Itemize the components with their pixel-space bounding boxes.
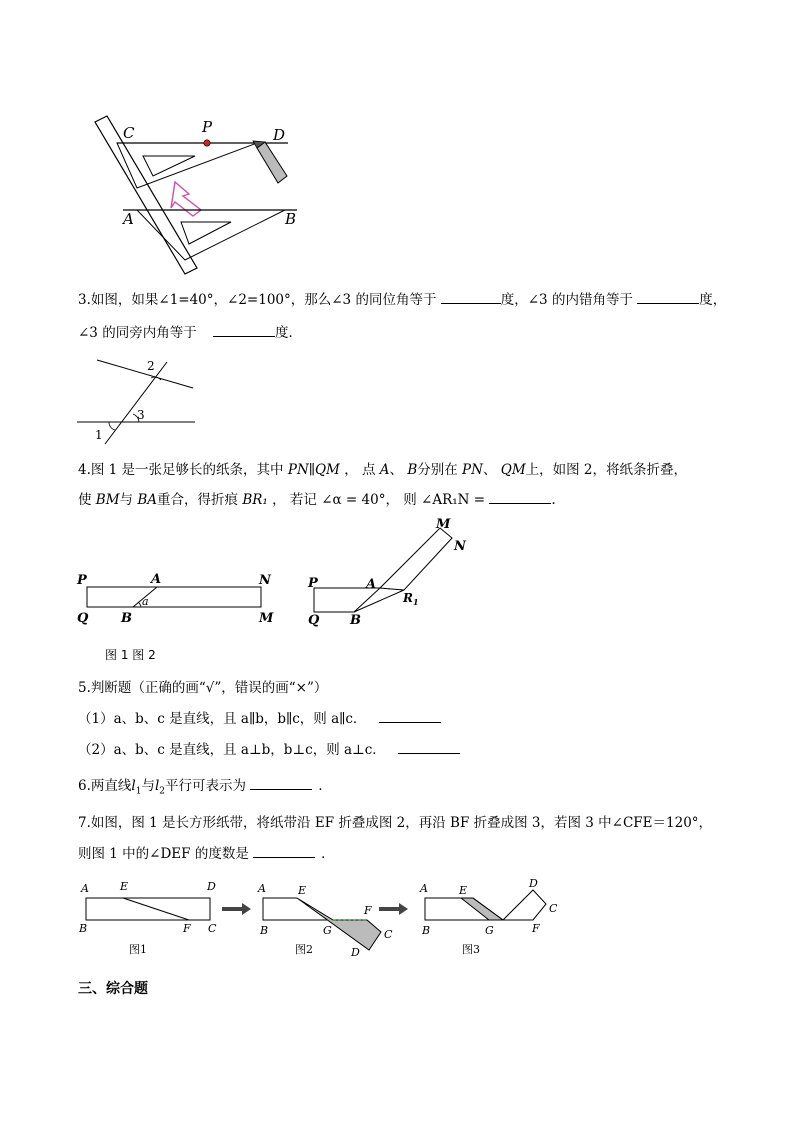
pencil-icon [253,141,287,183]
q4-line1: 4.图 1 是一张足够长的纸条，其中 PN∥QM ， 点 A、 B分别在 PN、 QM上，如图 2，将纸条折叠， [78,462,688,478]
q4-figure-2 [304,516,484,631]
q7f3-label-g: G [485,924,494,937]
q3-blank-1[interactable] [441,289,501,304]
label-b: B [285,210,297,228]
q3-angle-figure [75,352,210,447]
section-3-title: 三、综合题 [78,981,148,997]
q4-figure-1 [75,568,285,626]
arrow-right-icon [222,903,251,915]
fig1-rect [86,898,210,920]
q7f1-label-c: C [208,922,217,935]
q7f2-label-g: G [323,924,332,937]
q3-label-3: 3 [137,408,145,422]
q4-blank[interactable] [489,489,551,504]
f1-label-p: P [77,573,87,588]
q7f2-label-f: F [364,904,372,917]
q7f1-label-d: D [207,880,216,893]
q7-line1: 7.如图，图 1 是长方形纸带，将纸带沿 EF 折叠成图 2，再沿 BF 折叠成图 3，若图 3 中∠CFE＝120°， [78,815,713,831]
label-c: C [123,124,135,142]
q5-item2: （2）a、b、c 是直线，且 a⊥b，b⊥c，则 a⊥c． [78,738,460,758]
q7f2-label-e: E [298,884,307,897]
f1-label-q: Q [77,611,89,626]
q7f1-label-b: B [79,922,88,935]
q5-blank-1[interactable] [379,708,441,723]
q4-line2: 使 BM与 BA重合，得折痕 BR₁ ， 若记 ∠α = 40°， 则 ∠AR₁N = . [78,488,556,508]
f1-label-alpha: a [142,595,149,608]
q7f2-caption: 图2 [295,943,313,956]
q7f2-label-b: B [260,924,269,937]
q3-blank-3[interactable] [213,322,275,337]
label-p: P [202,118,213,136]
f1-label-a: A [151,572,162,587]
strip-folded [380,528,452,590]
point-p [204,140,210,146]
q7f3-label-f: F [532,922,540,935]
q3-line2: ∠3 的同旁内角等于 度． [78,321,302,341]
fig3-gray [461,898,503,920]
q6-line: 6.两直线$l_1$与$l_2$平行可表示为 ． [78,774,332,797]
f2-label-n: N [454,539,466,554]
q3-label-2: 2 [147,359,155,373]
f2-label-a: A [366,577,377,592]
f2-label-r1: $R_1$ [403,591,419,607]
q7f3-label-a: A [420,882,428,895]
q7-figures [77,872,563,962]
f1-label-n: N [259,573,271,588]
q7f3-label-d: D [529,877,538,890]
q7f1-label-a: A [81,882,89,895]
q7f2-label-c: C [384,928,393,941]
q7-blank[interactable] [253,843,315,858]
q7-line2: 则图 1 中的∠DEF 的度数是 ． [78,842,335,862]
q4-caption: 图 1 图 2 [105,648,156,662]
q5-blank-2[interactable] [398,739,460,754]
q7f1-label-e: E [120,880,129,893]
q5-item1: （1）a、b、c 是直线，且 a∥b，b∥c，则 a∥c． [78,707,441,727]
f1-label-m: M [259,611,274,626]
f1-label-b: B [121,611,132,626]
q7f1-caption: 图1 [129,943,147,956]
q3-line-upper [97,360,193,388]
q3-label-1: 1 [95,428,103,442]
q7f3-label-b: B [422,924,431,937]
q3-transversal [105,362,167,444]
q7f2-label-d: D [351,946,360,959]
pink-arrow-icon [171,182,201,216]
f2-label-b: B [350,613,361,628]
fig3-flap [503,890,546,920]
q3-blank-2[interactable] [637,289,699,304]
arrow-right-icon [379,903,408,915]
f2-label-m: M [436,517,451,532]
q7f1-label-f: F [183,922,191,935]
q7f3-caption: 图3 [462,943,480,956]
f2-label-p: P [308,576,318,591]
label-a: A [123,210,134,228]
paper-strip [87,587,261,607]
q7f2-label-a: A [258,882,266,895]
ruler-figure [85,110,305,280]
fold-crease [354,590,404,612]
label-d: D [273,126,286,144]
q7f3-label-c: C [549,902,558,915]
f2-label-q: Q [308,613,320,628]
q6-blank[interactable] [250,775,312,790]
q5-title: 5.判断题（正确的画“√”，错误的画“×”） [78,680,328,696]
upper-triangle-hole [143,156,195,176]
q7f3-label-e: E [459,884,468,897]
q3-line1: 3.如图，如果∠1=40°，∠2=100°，那么∠3 的同位角等于 度，∠3 的内错角等于 度， [78,288,726,308]
